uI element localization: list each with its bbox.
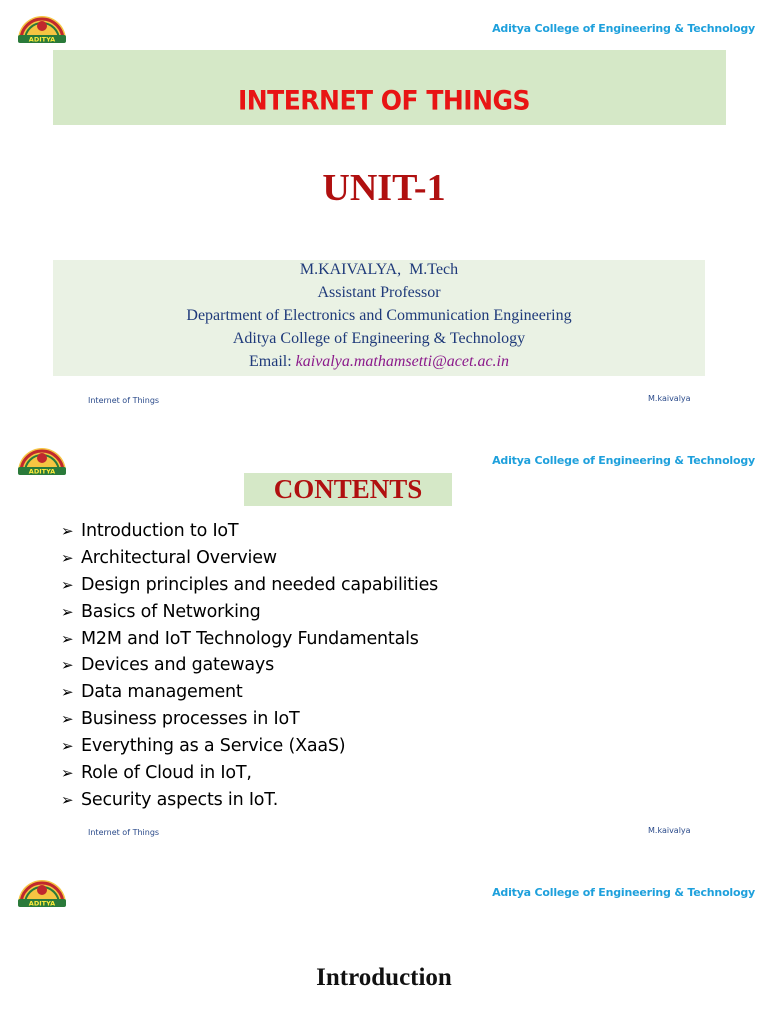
contents-heading: CONTENTS — [273, 474, 423, 504]
list-item: ➢ Data management — [61, 679, 438, 706]
list-item: ➢ Business processes in IoT — [61, 706, 438, 733]
arrow-bullet-icon: ➢ — [61, 629, 74, 648]
slide-title — [0, 0, 768, 432]
college-logo-icon — [14, 442, 70, 476]
author-department: Department of Electronics and Communication Engineering — [186, 307, 572, 324]
arrow-bullet-icon: ➢ — [61, 548, 74, 567]
arrow-bullet-icon: ➢ — [61, 737, 74, 756]
author-college: Aditya College of Engineering & Technology — [232, 330, 526, 347]
footer-right: M.kaivalya — [648, 394, 691, 403]
footer-right: M.kaivalya — [648, 826, 691, 835]
arrow-bullet-icon: ➢ — [61, 683, 74, 702]
arrow-bullet-icon: ➢ — [61, 602, 74, 621]
college-name: Aditya College of Engineering & Technology — [492, 22, 755, 35]
list-item: ➢ M2M and IoT Technology Fundamentals — [61, 626, 438, 653]
author-email — [53, 350, 705, 373]
list-item: ➢ Architectural Overview — [61, 545, 438, 572]
college-name: Aditya College of Engineering & Technology — [492, 454, 755, 467]
presentation-title: INTERNET OF THINGS — [237, 85, 531, 116]
arrow-bullet-icon: ➢ — [61, 764, 74, 783]
list-item: ➢ Security aspects in IoT. — [61, 787, 438, 814]
college-logo-icon — [14, 874, 70, 908]
logo-text: ADITYA — [28, 899, 56, 908]
arrow-bullet-icon: ➢ — [61, 790, 74, 809]
footer-left: Internet of Things — [88, 396, 160, 405]
logo-text: ADITYA — [28, 35, 56, 44]
unit-title: UNIT-1 — [322, 167, 446, 209]
author-name: M.KAIVALYA, M.Tech — [299, 261, 459, 278]
list-item: ➢ Introduction to IoT — [61, 518, 438, 545]
author-info — [53, 258, 705, 373]
arrow-bullet-icon: ➢ — [61, 575, 74, 594]
list-item: ➢ Devices and gateways — [61, 652, 438, 679]
footer-left: Internet of Things — [88, 828, 160, 837]
arrow-bullet-icon: ➢ — [61, 656, 74, 675]
contents-list — [61, 518, 438, 814]
introduction-heading: Introduction — [316, 964, 452, 991]
college-name: Aditya College of Engineering & Technology — [492, 886, 755, 899]
list-item: ➢ Basics of Networking — [61, 599, 438, 626]
arrow-bullet-icon: ➢ — [61, 710, 74, 729]
author-designation: Assistant Professor — [317, 284, 441, 301]
arrow-bullet-icon: ➢ — [61, 522, 74, 540]
slide-introduction — [0, 864, 768, 1024]
college-logo-icon — [14, 10, 70, 44]
logo-text: ADITYA — [28, 467, 56, 476]
email-link[interactable]: kaivalya.mathamsetti@acet.ac.in — [295, 353, 509, 370]
list-item: ➢ Everything as a Service (XaaS) — [61, 733, 438, 760]
list-item: ➢ Role of Cloud in IoT, — [61, 760, 438, 787]
slide-contents — [0, 432, 768, 864]
list-item: ➢ Design principles and needed capabilities — [61, 572, 438, 599]
email-label: Email: — [249, 353, 296, 370]
